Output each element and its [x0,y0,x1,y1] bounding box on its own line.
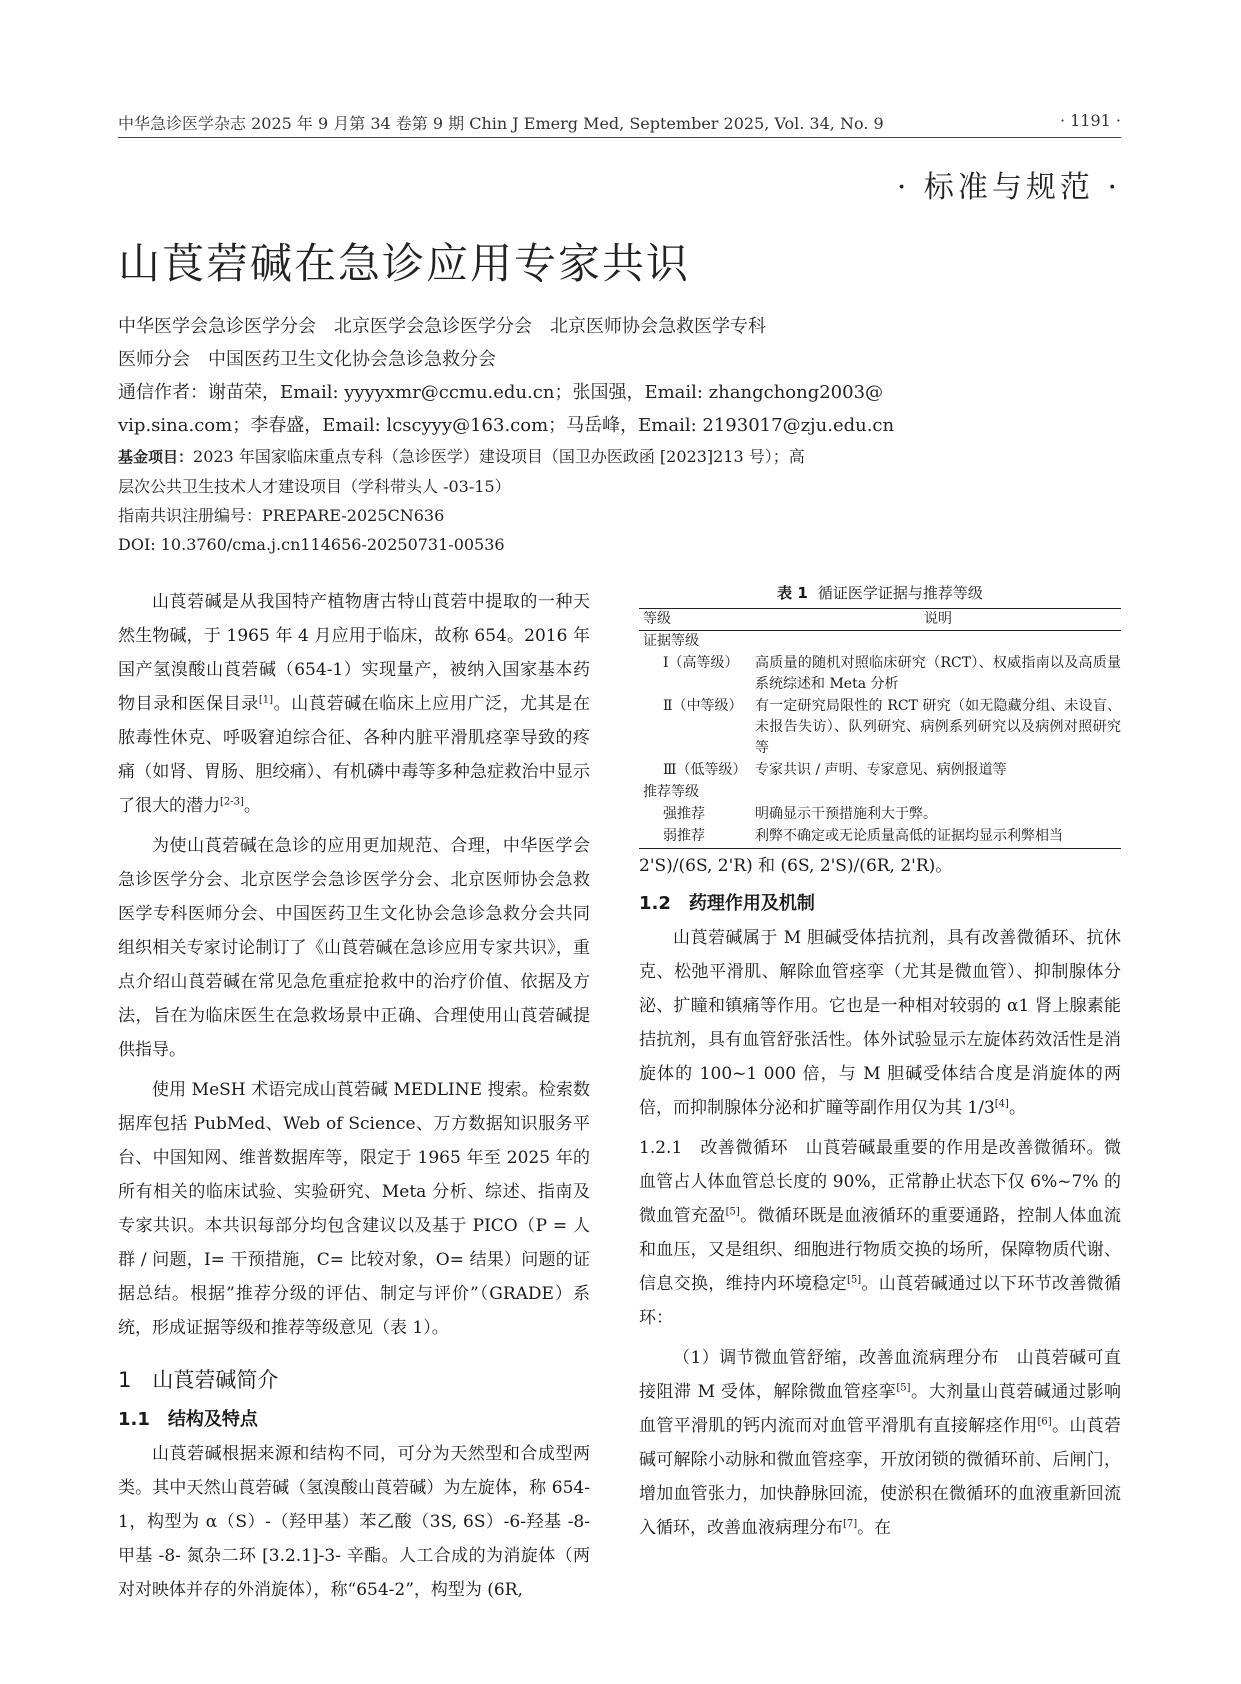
subsection-heading: 1.2 药理作用及机制 [639,893,815,914]
paragraph: 2'S)/(6S, 2'R) 和 (6S, 2'S)/(6R, 2'R)。 [639,856,953,876]
reference-link[interactable]: [5] [896,1382,911,1394]
table-row: Ⅱ（中等级） 有一定研究局限性的 RCT 研究（如无隐藏分组、未设盲、未报告失访）、队列研究、病例系列研究以及病例对照研究等 [663,698,1121,756]
reference-link[interactable]: [7] [843,1518,858,1530]
paragraph: 1.2.1 改善微循环 山莨菪碱最重要的作用是改善微循环。微血管占人体血管总长度的 90%，正常静止状态下仅 6%~7% 的微血管充盈[5]。微循环既是血液循环的重要通路，控制人体血流和血压，又是组织、细胞进行物质交换的场所，保障物质代谢、信息交换，维持内环境稳定[5]。山莨菪碱通过以下环节改善微循环： [639,1138,1122,1328]
left-column [118,585,590,1613]
author-line: 医师分会 中国医药卫生文化协会急诊急救分会 [118,349,496,370]
paragraph: 使用 MeSH 术语完成山莨菪碱 MEDLINE 搜索。检索数据库包括 PubMed、Web of Science、万方数据知识服务平台、中国知网、维普数据库等，限定于 1965 年至 2025 年的所有相关的临床试验、实验研究、Meta 分析、综述、指南及专家共识。本共识每部分均包含建议以及基于 PICO（P = 人群 / 问题，I= 干预措施，C= 比较对象，O= 结果）问题的证据总结。根据”推荐分级的评估、制定与评价”（GRADE）系统，形成证据等级和推荐等级意见（表 1）。 [118,1080,590,1338]
paragraph: 山莨菪碱根据来源和结构不同，可分为天然型和合成型两类。其中天然山莨菪碱（氢溴酸山莨菪碱）为左旋体，称 654-1，构型为 α（S）-（羟甲基）苯乙酸（3S, 6S）-6-羟基 -8- 甲基 -8- 氮杂二环 [3.2.1]-3- 辛酯。人工合成的为消旋体（两对对映体并存的外消旋体），称“654-2”，构型为 (6R, [118,1444,590,1600]
reference-link[interactable]: [4] [994,1098,1009,1110]
page-number: · 1191 · [1059,111,1121,130]
section-heading: 1 山莨菪碱简介 [118,1368,279,1392]
table-row: 弱推荐 利弊不确定或无论质量高低的证据均显示利弊相当 [639,826,1121,849]
table-row: Ⅲ（低等级） 专家共识 / 声明、专家意见、病例报道等 [663,762,1007,778]
funding: 基金项目：2023 年国家临床重点专科（急诊医学）建设项目（国卫办医政函 [2023]213 号）；高 [118,447,805,466]
paragraph: 山莨菪碱属于 M 胆碱受体拮抗剂，具有改善微循环、抗休克、松弛平滑肌、解除血管痉挛（尤其是微血管）、抑制腺体分泌、扩瞳和镇痛等作用。它也是一种相对较弱的 α1 肾上腺素能拮抗剂，具有血管舒张活性。体外试验显示左旋体药效活性是消旋体的 100~1 000 倍，与 M 胆碱受体结合度是消旋体的两倍，而抑制腺体分泌和扩瞳等副作用仅为其 1/3[4]。 [639,928,1121,1118]
registration: 指南共识注册编号：PREPARE-2025CN636 [118,506,445,525]
subsubsection-heading: 1.2.1 改善微循环 [639,1138,789,1158]
table-group: 证据等级 [643,633,699,649]
reference-link[interactable]: [6] [1037,1416,1052,1428]
article-title: 山莨菪碱在急诊应用专家共识 [118,239,691,288]
funding-label: 基金项目： [118,448,194,466]
table-header: 等级 [639,609,751,631]
paragraph: （1）调节微血管舒缩，改善血流病理分布 山莨菪碱可直接阻滞 M 受体，解除微血管痉挛[5]。大剂量山莨菪碱通过影响血管平滑肌的钙内流而对血管平滑肌有直接解痉作用[6]。山莨菪碱可解除小动脉和微血管痉挛，开放闭锁的微循环前、后闸门，增加血管张力，加快静脉回流，使淤积在微循环的血液重新回流入循环，改善血液病理分布[7]。在 [639,1348,1122,1538]
table-group: 推荐等级 [643,784,699,800]
subsection-heading: 1.1 结构及特点 [118,1409,258,1430]
running-head [118,111,1121,134]
header-rule [118,137,1121,138]
reference-link[interactable]: [2-3] [220,796,244,808]
table-header: 说明 [751,609,1121,631]
corresponding-authors: vip.sina.com；李春盛，Email: lcscyyy@163.com；马岳峰，Email: 2193017@zju.edu.cn [118,415,895,436]
article-meta [118,310,918,559]
table-row: Ⅰ（高等级） 高质量的随机对照临床研究（RCT）、权威指南以及高质量系统综述和 Meta 分析 [663,655,1121,692]
journal-citation: 中华急诊医学杂志 2025 年 9 月第 34 卷第 9 期 Chin J Emerg Med, September 2025, Vol. 34, No. 9 [118,114,884,133]
funding-cont: 层次公共卫生技术人才建设项目（学科带头人 -03-15） [118,477,511,496]
reference-link[interactable]: [5] [846,1274,862,1286]
corresponding-authors: 通信作者：谢苗荣，Email: yyyyxmr@ccmu.edu.cn；张国强，Email: zhangchong2003@ [118,382,884,403]
author-line: 中华医学会急诊医学分会 北京医学会急诊医学分会 北京医师协会急救医学专科 [118,316,766,337]
right-column [639,580,1121,1551]
doi: DOI: 10.3760/cma.j.cn114656-20250731-00536 [118,535,505,554]
section-tag: · 标准与规范 · [896,170,1121,205]
paragraph: 为使山莨菪碱在急诊的应用更加规范、合理，中华医学会急诊医学分会、北京医学会急诊医学分会、北京医师协会急救医学专科医师分会、中国医药卫生文化协会急诊急救分会共同组织相关专家讨论制订了《山莨菪碱在急诊应用专家共识》，重点介绍山莨菪碱在常见急危重症抢救中的治疗价值、依据及方法，旨在为临床医生在急救场景中正确、合理使用山莨菪碱提供指导。 [118,836,590,1060]
reference-link[interactable]: [5] [725,1206,740,1218]
evidence-table [639,608,1121,849]
table-row: 强推荐 明确显示干预措施利大于弊。 [663,806,937,822]
paragraph: 山莨菪碱是从我国特产植物唐古特山莨菪中提取的一种天然生物碱，于 1965 年 4 月应用于临床，故称 654。2016 年国产氢溴酸山莨菪碱（654-1）实现量产，被纳入国家基本药物目录和医保目录[1]。山莨菪碱在临床上应用广泛，尤其是在脓毒性休克、呼吸窘迫综合征、各种内脏平滑肌痉挛导致的疼痛（如肾、胃肠、胆绞痛）、有机磷中毒等多种急症救治中显示了很大的潜力[2-3]。 [118,592,591,816]
table-caption: 表 1 循证医学证据与推荐等级 [777,584,983,602]
reference-link[interactable]: [1] [258,694,274,706]
